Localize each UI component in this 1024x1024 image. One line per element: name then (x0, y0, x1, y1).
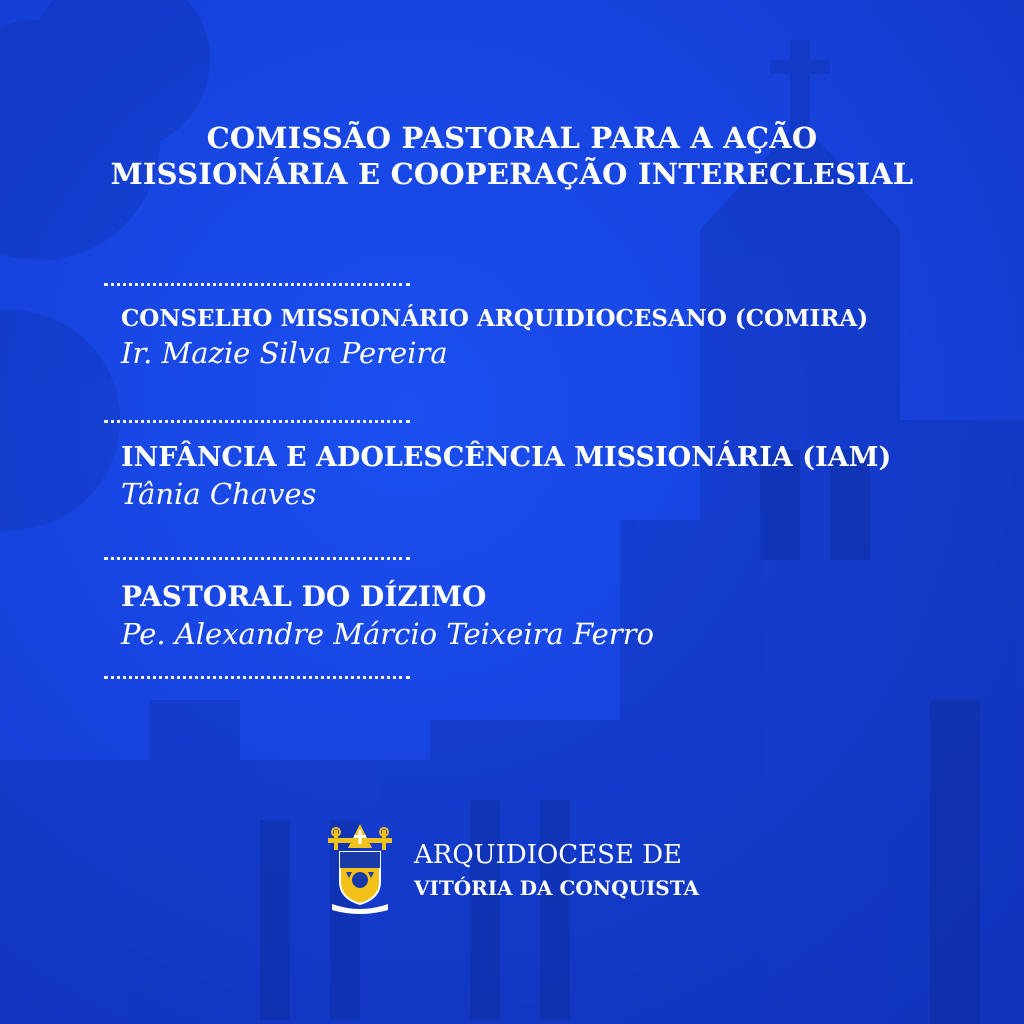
entry-heading: CONSELHO MISSIONÁRIO ARQUIDIOCESANO (COMIRA) (121, 305, 869, 332)
dotted-divider (104, 283, 410, 286)
title-line-2: MISSIONÁRIA E COOPERAÇÃO INTERECLESIAL (110, 157, 914, 191)
page-title (0, 120, 1024, 192)
archdiocese-coat-of-arms-icon (320, 820, 400, 915)
dotted-divider (104, 420, 410, 423)
entry-heading: PASTORAL DO DÍZIMO (121, 580, 487, 613)
entry-person: Ir. Mazie Silva Pereira (121, 336, 448, 370)
entry-heading: INFÂNCIA E ADOLESCÊNCIA MISSIONÁRIA (IAM) (121, 442, 892, 473)
entry-person: Pe. Alexandre Márcio Teixeira Ferro (121, 617, 654, 651)
title-line-1: COMISSÃO PASTORAL PARA A AÇÃO (206, 121, 818, 155)
brand-name-line-2: VITÓRIA DA CONQUISTA (414, 876, 700, 900)
archdiocese-logo (320, 820, 740, 915)
entry-dizimo (121, 580, 981, 651)
dotted-divider (104, 676, 410, 679)
brand-name-line-1: ARQUIDIOCESE DE (414, 840, 683, 870)
entry-iam (121, 442, 981, 511)
dotted-divider (104, 557, 410, 560)
entry-person: Tânia Chaves (121, 477, 317, 511)
entry-comira (121, 305, 981, 370)
